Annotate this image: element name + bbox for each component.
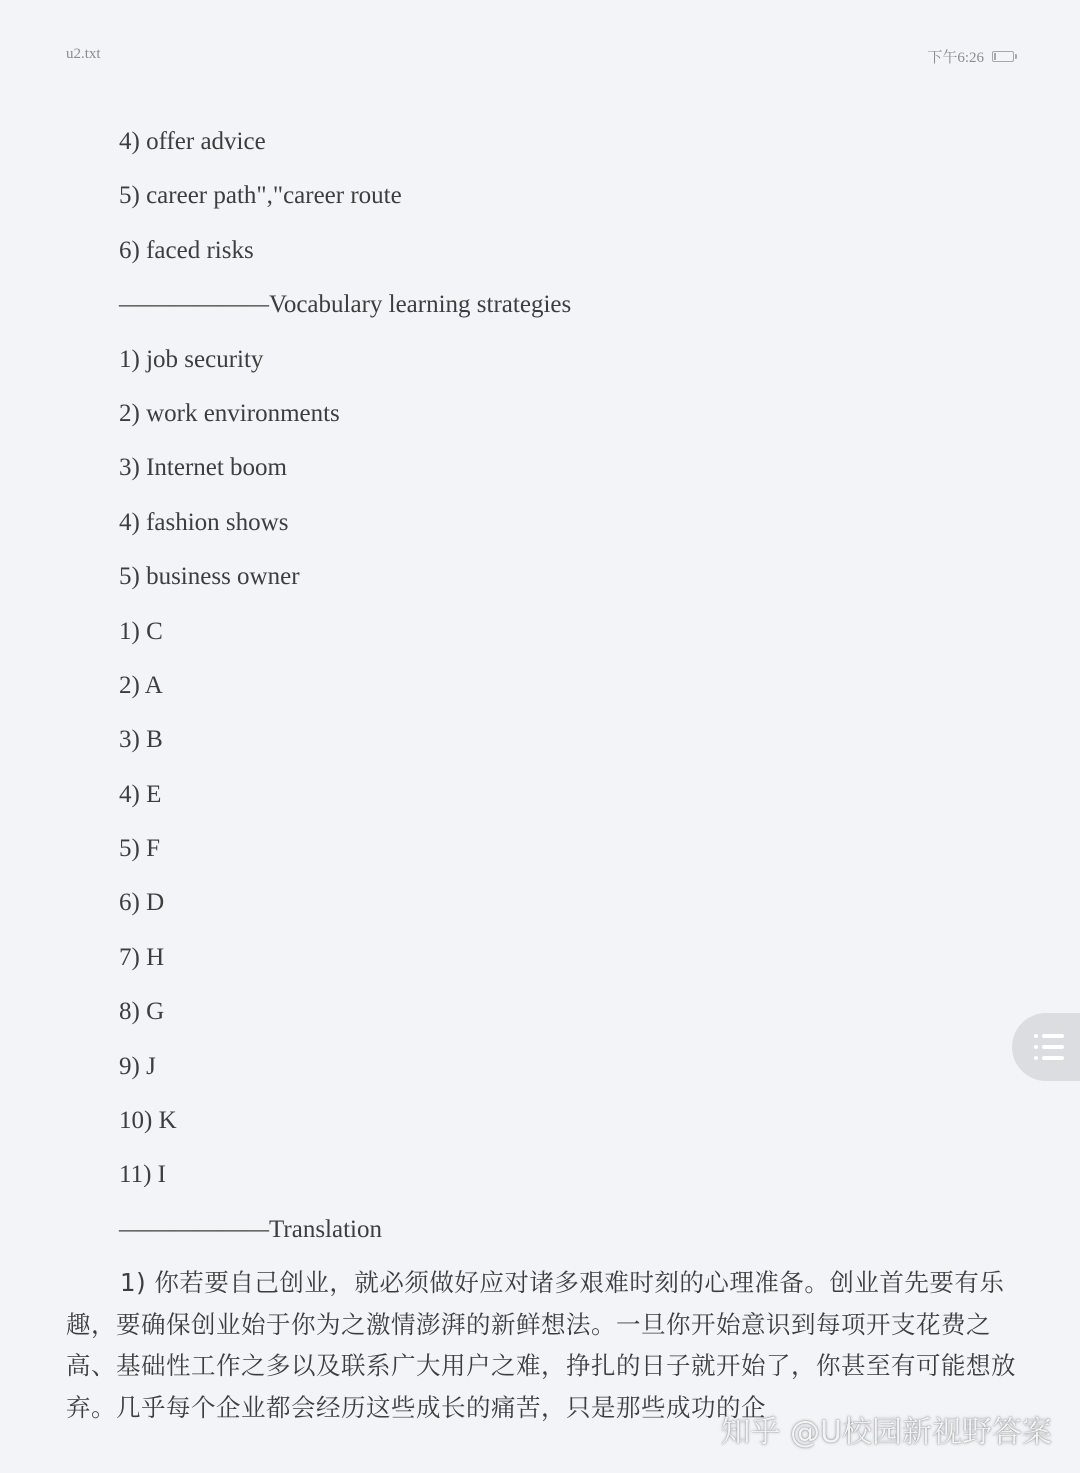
translation-paragraph: 1) 你若要自己创业，就必须做好应对诸多艰难时刻的心理准备。创业首先要有乐趣，要确保创业始于你为之激情澎湃的新鲜想法。一旦你开始意识到每项开支花费之高、基础性工作之多以及联系广大用户之难，挣扎的日子就开始了，你甚至有可能想放弃。几乎每个企业都会经历这些成长的痛苦，只是那些成功的企 [66,1268,1016,1422]
text-line: 6) faced risks [119,236,254,264]
text-line: 1) job security [119,345,264,373]
text-line: 5) career path","career route [119,182,402,210]
status-right [927,46,1014,67]
answer-line: 1) C [119,617,163,645]
battery-level [994,53,996,60]
file-name: u2.txt [66,46,101,62]
answer-line: 11) I [119,1161,166,1189]
answer-line: 3) B [119,726,163,754]
clock: 下午6:26 [927,50,984,66]
section-heading: ——————Translation [119,1215,382,1243]
status-bar [66,42,1014,70]
text-line: 2) work environments [119,399,340,427]
answer-line: 7) H [119,943,165,971]
answer-line: 9) J [119,1052,156,1080]
answer-line: 6) D [119,889,165,917]
answer-line: 10) K [119,1107,177,1135]
list-menu-icon [1034,1033,1064,1061]
text-line: 4) offer advice [119,128,266,155]
section-heading: ——————Vocabulary learning strategies [119,291,572,319]
watermark: 知乎 @U校园新视野答案 [720,1415,1052,1450]
answer-line: 5) F [119,835,160,863]
answer-line: 8) G [119,998,165,1026]
document-text [0,122,1080,1264]
battery-icon [992,51,1014,62]
answer-line: 4) E [119,780,162,808]
text-line: 5) business owner [119,563,300,591]
menu-button[interactable] [1012,1013,1080,1081]
text-line: 3) Internet boom [119,454,288,482]
answer-line: 2) A [119,671,163,699]
text-line: 4) fashion shows [119,508,289,536]
